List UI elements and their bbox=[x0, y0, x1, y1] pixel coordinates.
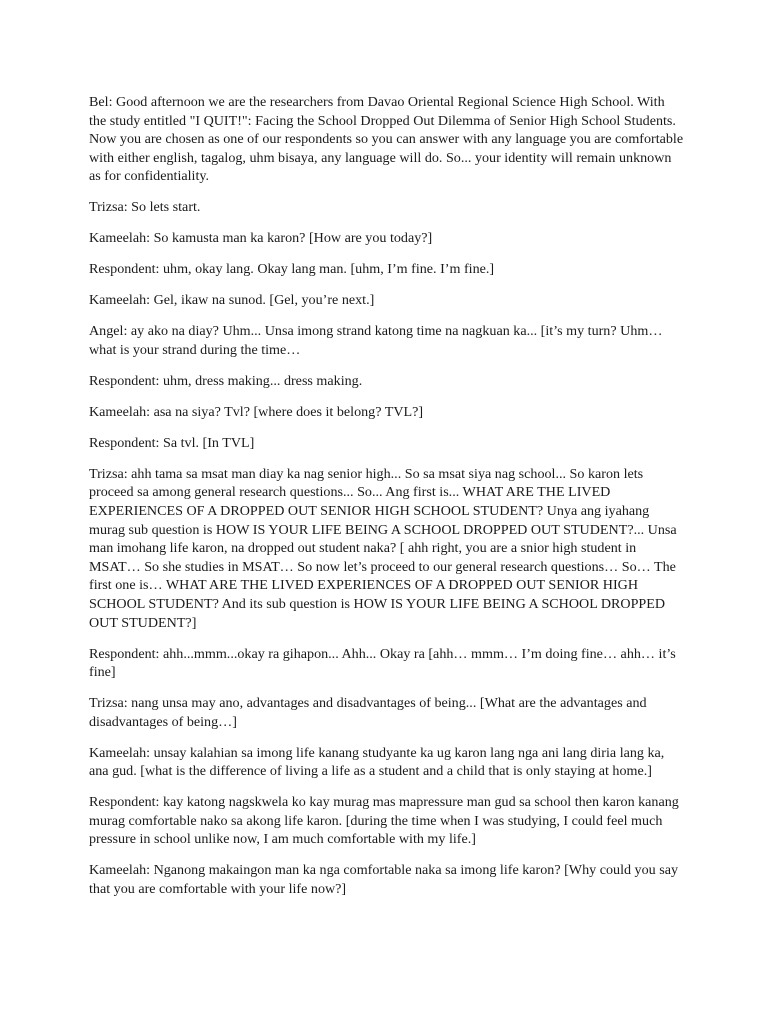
paragraph-kameelah-next: Kameelah: Gel, ikaw na sunod. [Gel, you’re next.] bbox=[89, 292, 375, 309]
paragraph-respondent-tvl: Respondent: Sa tvl. [In TVL] bbox=[89, 434, 255, 451]
paragraph-kameelah-comfortable: Kameelah: Nganong makaingon man ka nga comfortable naka sa imong life karon? [Why could you say that you are comfortable with your life now?] bbox=[89, 862, 679, 898]
paragraph-angel-strand: Angel: ay ako na diay? Uhm... Unsa imong strand katong time na nagkuan ka... [it’s my turn? Uhm… what is your strand during the time… bbox=[89, 323, 663, 358]
paragraph-kameelah-tvl: Kameelah: asa na siya? Tvl? [where does it belong? TVL?] bbox=[89, 403, 424, 420]
paragraph-bel-intro: Bel: Good afternoon we are the researchers from Davao Oriental Regional Science High School. With the study entitled "I QUIT!": Facing the School Dropped Out Dilemma of Senior High School Students. Now you are chosen as one of our respondents so you can answer with any language you are comfortable with either english, tagalog, uhm bisaya, any language will do. So... your identity will remain unknown as for confidentiality. bbox=[89, 94, 684, 185]
paragraph-trizsa-questions: Trizsa: ahh tama sa msat man diay ka nag senior high... So sa msat siya nag school... So karon lets proceed sa among general research questions... So... Ang first is... WHAT ARE THE LIVED EXPERIENCES OF A DROPPED OUT SENIOR HIGH SCHOOL STUDENT? Unya ang iyahang murag sub question is HOW IS YOUR LIFE BEING A SCHOOL DROPPED OUT STUDENT?... Unsa man imohang life karon, na dropped out student naka? [ ahh right, you are a snior high student in MSAT… So she studies in MSAT… So now let’s proceed to our general research questions… So… The first one is… WHAT ARE THE LIVED EXPERIENCES OF A DROPPED OUT SENIOR HIGH SCHOOL STUDENT? And its sub question is HOW IS YOUR LIFE BEING A SCHOOL DROPPED OUT STUDENT?] bbox=[89, 465, 677, 631]
paragraph-respondent-pressure: Respondent: kay katong nagskwela ko kay murag mas mapressure man gud sa school then karon kanang murag comfortable nako sa akong life karon. [during the time when I was studying, I could feel much pressure in school unlike now, I am much comfortable with my life.] bbox=[89, 794, 679, 848]
paragraph-respondent-fine: Respondent: uhm, okay lang. Okay lang man. [uhm, I’m fine. I’m fine.] bbox=[89, 261, 495, 278]
transcript-body bbox=[89, 93, 685, 911]
paragraph-respondent-okay: Respondent: ahh...mmm...okay ra gihapon... Ahh... Okay ra [ahh… mmm… I’m doing fine… ahh… it’s fine] bbox=[89, 645, 676, 681]
paragraph-kameelah-greeting: Kameelah: So kamusta man ka karon? [How are you today?] bbox=[89, 230, 433, 247]
paragraph-kameelah-difference: Kameelah: unsay kalahian sa imong life kanang studyante ka ug karon lang nga ani lang diria lang ka, ana gud. [what is the difference of living a life as a student and a child that is only staying at home.] bbox=[89, 744, 665, 780]
paragraph-trizsa-advantages: Trizsa: nang unsa may ano, advantages and disadvantages of being... [What are the advantages and disadvantages of being…] bbox=[89, 695, 647, 730]
paragraph-respondent-dressmaking: Respondent: uhm, dress making... dress making. bbox=[89, 372, 363, 389]
paragraph-trizsa-start: Trizsa: So lets start. bbox=[89, 199, 201, 216]
